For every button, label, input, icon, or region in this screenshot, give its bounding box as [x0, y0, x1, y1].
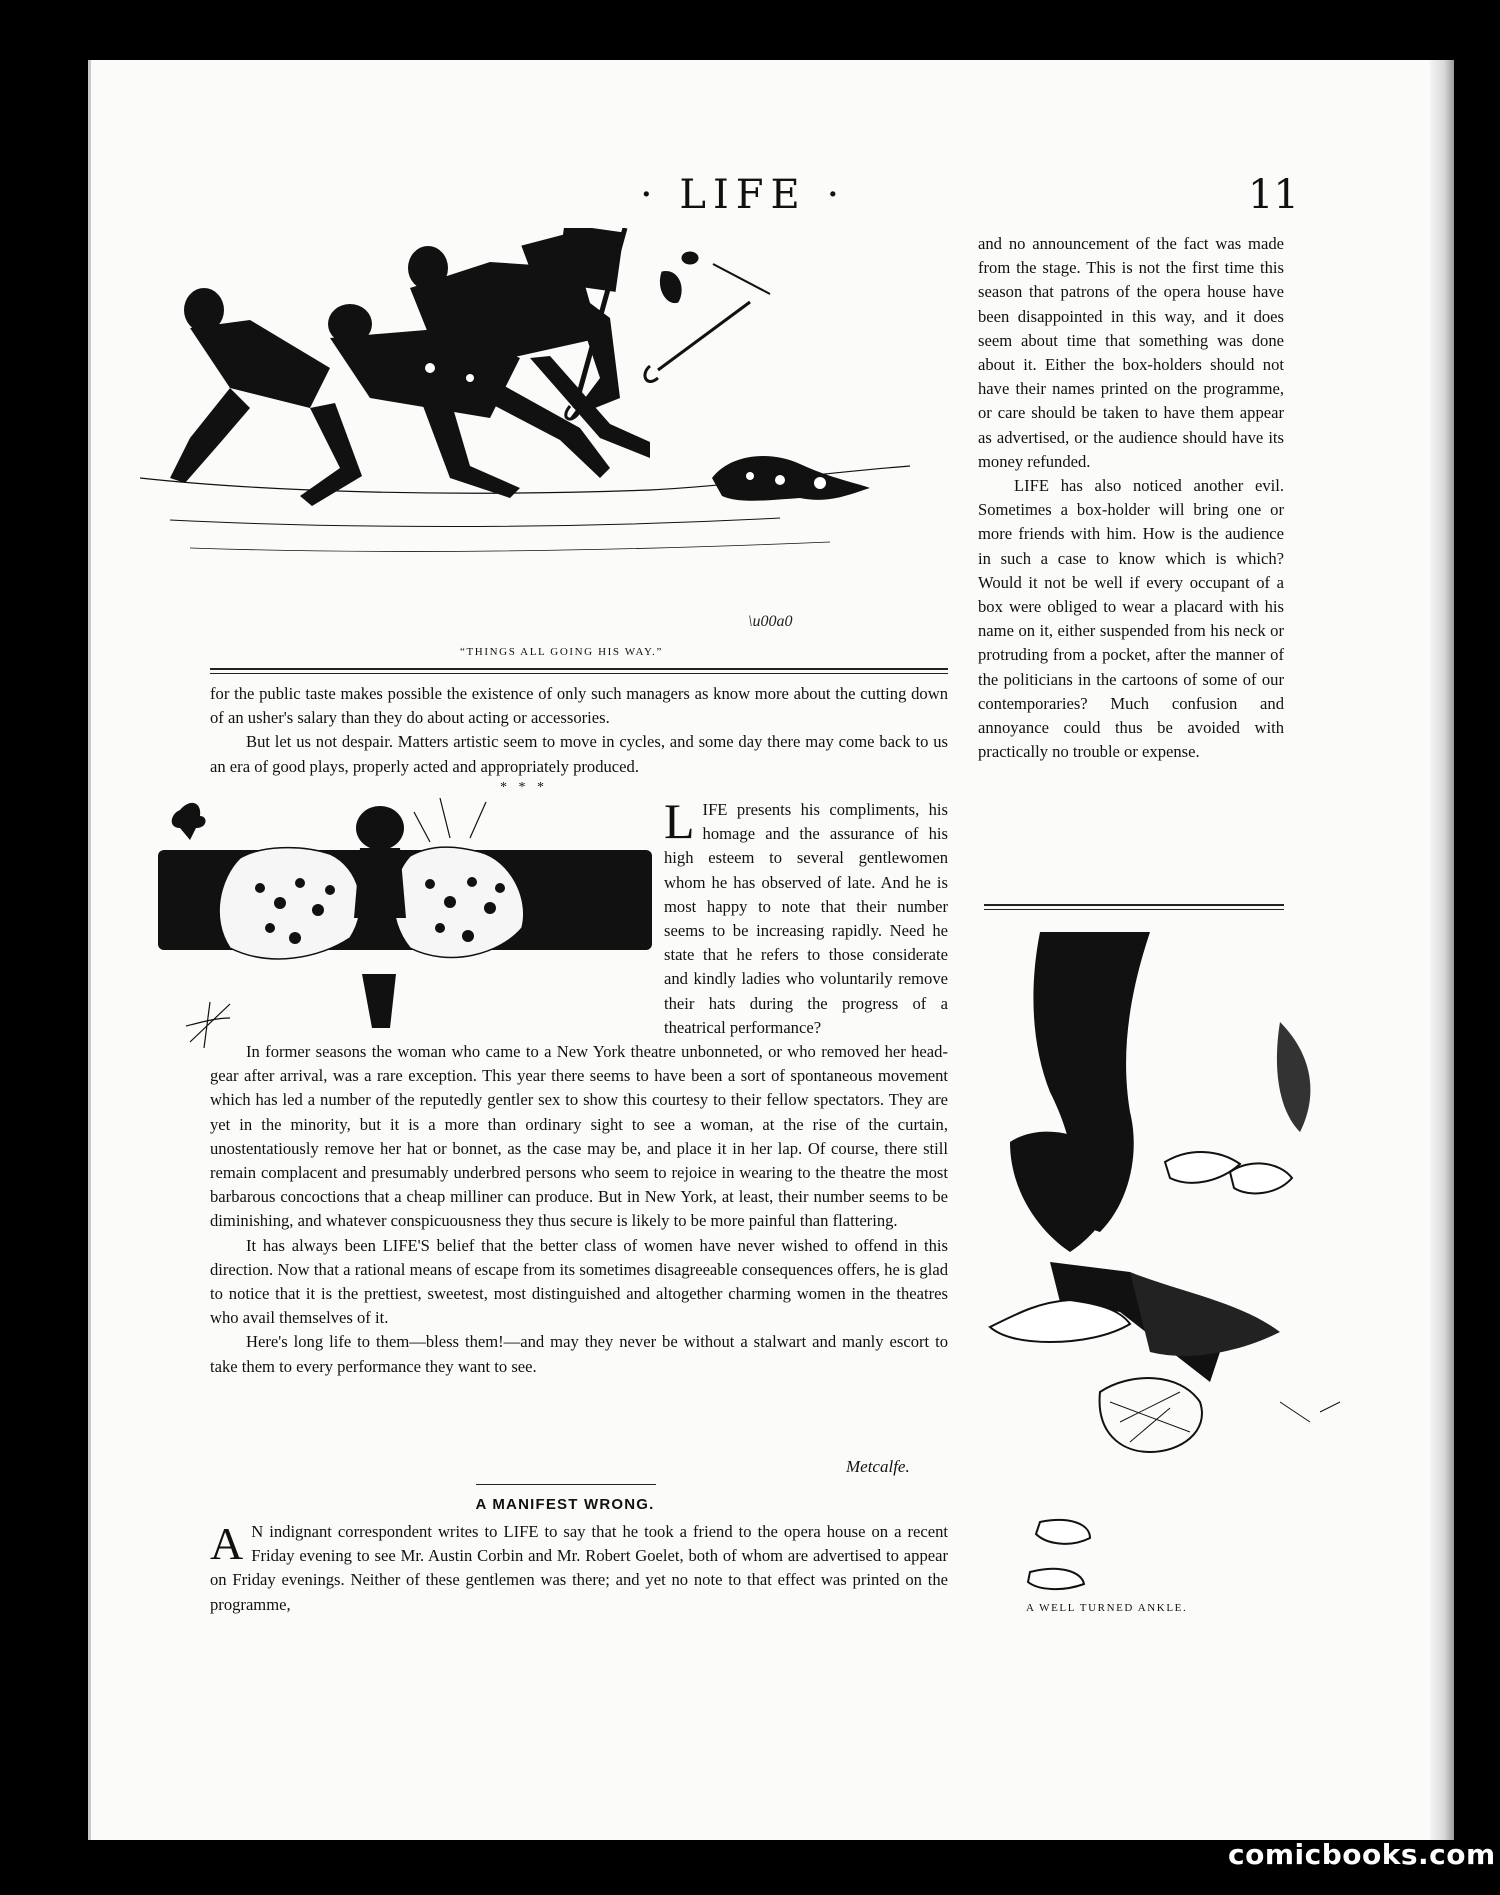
bottom-illustration-caption: A WELL TURNED ANKLE.	[1026, 1602, 1188, 1614]
dropcap-a: A	[210, 1518, 244, 1569]
page-spine	[88, 60, 91, 1840]
top-illustration-caption: “THINGS ALL GOING HIS WAY.”	[460, 646, 664, 658]
main-article-body	[210, 1040, 948, 1379]
page-edge	[1430, 60, 1454, 1840]
dropcap-paragraph-text: IFE presents his compliments, his homage and the assurance of his high esteem to several gentlewomen whom he has observed of late. And he is most happy to note that their number seems to be increasing rapidly. Need he state that he refers to those considerate and kindly ladies who voluntarily remove their hats during the progress of a theatrical performance?	[664, 800, 948, 1037]
body-paragraph-3: Here's long life to them—bless them!—and may they never be without a stalwart and manly escort to take them to every performance they want to see.	[210, 1332, 948, 1376]
dropcap-l: L	[664, 793, 695, 849]
right-column-rule	[984, 904, 1284, 910]
section-asterisks: * * *	[500, 780, 548, 795]
bouquet-illustration	[150, 798, 660, 1048]
body-paragraph-1: In former seasons the woman who came to a New York theatre unbonneted, or who removed her head-gear after arrival, was a rare exception. This year there seems to have been a sort of spontaneous movement which has led a number of the reputedly gentler sex to show this courtesy to their fellow spectators. They are yet in the minority, but it is a more than ordinary sight to see a woman, at the rise of the curtain, unostentatiously remove her hat or bonnet, as the case may be, and place it in her lap. Of course, there still remain complacent and presumably underbred persons who seem to rejoice in wearing to the theatre the most barbarous concoctions that a cheap milliner can produce. But in New York, at least, their number seems to be diminishing, and whatever conspicuousness they thus secure is likely to be more painful than flattering.	[210, 1042, 948, 1231]
manifest-wrong-article	[210, 1520, 948, 1617]
lead-paragraph-1: for the public taste makes possible the existence of only such managers as know more about the cutting down of an usher's salary than they do about acting or accessories.	[210, 684, 948, 728]
manifest-wrong-heading: A MANIFEST WRONG.	[475, 1496, 655, 1513]
ankle-illustration	[980, 932, 1380, 1592]
running-head: · LIFE ·	[640, 172, 847, 218]
dropcap-paragraph	[664, 793, 948, 1040]
page-number: 11	[1248, 172, 1299, 218]
main-article-lead	[210, 682, 948, 779]
watermark: comicbooks.com	[1228, 1838, 1496, 1871]
running-men-illustration	[130, 228, 950, 628]
signature: Metcalfe.	[846, 1457, 910, 1476]
body-paragraph-2: It has always been LIFE'S belief that the better class of women have never wished to offend in this direction. Now that a rational means of escape from its sometimes disagreeable consequences offers, he is glad to notice that it is the prettiest, sweetest, most distinguished and altogether charming women in the theatres who avail themselves of it.	[210, 1235, 948, 1328]
right-paragraph-1: and no announcement of the fact was made from the stage. This is not the first time this season that patrons of the opera house have been disappointed in this way, and it does seem about time that something was done about it. Either the box-holders should not have their names printed on the programme, or care should be taken to have them appear as advertised, or the audience should have its money refunded.	[978, 234, 1284, 471]
lead-paragraph-2: But let us not despair. Matters artistic seem to move in cycles, and some day there may come back to us an era of good plays, properly acted and appropriately produced.	[210, 732, 948, 776]
manifest-wrong-text: N indignant correspondent writes to LIFE to say that he took a friend to the opera house on a recent Friday evening to see Mr. Austin Corbin and Mr. Robert Goelet, both of whom are advertised to appear on Friday evenings. Neither of these gentlemen was there; and yet no note to that effect was printed on the programme,	[210, 1522, 948, 1614]
svg-text:\u00a0: \u00a0	[748, 613, 793, 628]
heading-rule	[476, 1484, 656, 1485]
right-column-text	[978, 232, 1284, 764]
right-paragraph-2: LIFE has also noticed another evil. Sometimes a box-holder will bring one or more friends with him. How is the audience in such a case to know which is which? Would it not be well if every occupant of a box were obliged to wear a placard with his name on it, either suspended from his neck or protruding from a pocket, after the manner of the politicians in the cartoons of some of our contemporaries? Much confusion and annoyance could thus be avoided with practically no trouble or expense.	[978, 476, 1284, 762]
section-rule	[210, 668, 948, 674]
